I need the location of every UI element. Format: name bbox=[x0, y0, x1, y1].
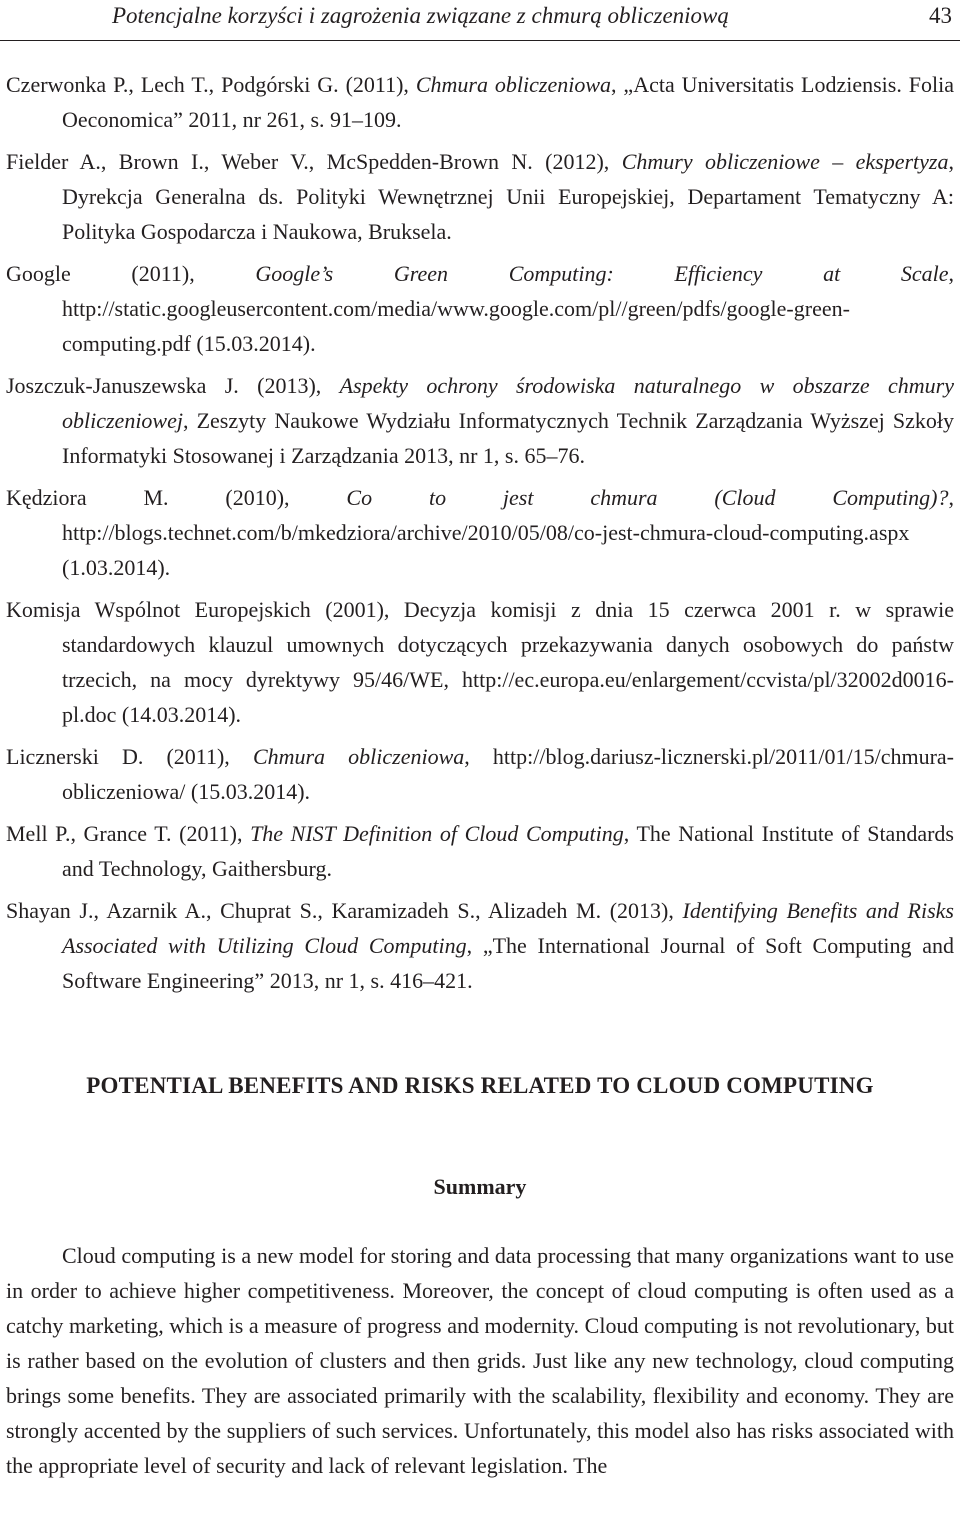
reference-item bbox=[6, 893, 954, 998]
reference-item bbox=[6, 67, 954, 137]
reference-title: Aspekty ochrony środowiska naturalnego w obszarze chmury obliczeniowej bbox=[62, 373, 954, 433]
reference-details: , http://blog.dariusz-licznerski.pl/2011/01/15/chmura-obliczeniowa/ (15.03.2014). bbox=[62, 744, 954, 804]
reference-details: , http://static.googleusercontent.com/media/www.google.com/pl//green/pdfs/google-green-computing.pdf (15.03.2014). bbox=[62, 261, 954, 356]
reference-details: , „The International Journal of Soft Computing and Software Engineering” 2013, nr 1, s. 416–421. bbox=[62, 933, 955, 993]
reference-item bbox=[6, 368, 954, 473]
reference-details: , Zeszyty Naukowe Wydziału Informatycznych Technik Zarządzania Wyższej Szkoły Informatyki Stosowanej i Zarządzania 2013, nr 1, s. 65–76. bbox=[62, 408, 954, 468]
reference-authors: Fielder A., Brown I., Weber V., McSpedden-Brown N. (2012), bbox=[6, 149, 622, 174]
reference-item bbox=[6, 144, 954, 249]
reference-title: Identifying Benefits and Risks Associated with Utilizing Cloud Computing bbox=[62, 898, 954, 958]
reference-authors: Czerwonka P., Lech T., Podgórski G. (2011), bbox=[6, 72, 416, 97]
reference-authors: Kędziora M. (2010), bbox=[6, 485, 347, 510]
summary-paragraph: Cloud computing is a new model for storing and data processing that many organizations want to use in order to achieve higher competitiveness. Moreover, the concept of cloud computing is often used as a catchy marketing, which is a measure of progress and modernity. Cloud computing is not revolutionary, but is rather based on the evolution of clusters and then grids. Just like any new technology, cloud computing brings some benefits. They are associated primarily with the scalability, flexibility and economy. They are strongly accented by the suppliers of such services. Unfortunately, this model also has risks associated with the appropriate level of security and lack of relevant legislation. The bbox=[6, 1243, 954, 1478]
english-title-heading: POTENTIAL BENEFITS AND RISKS RELATED TO CLOUD COMPUTING bbox=[86, 1073, 874, 1098]
running-title: Potencjalne korzyści i zagrożenia związane z chmurą obliczeniową bbox=[112, 3, 729, 28]
reference-item bbox=[6, 592, 954, 732]
reference-item bbox=[6, 739, 954, 809]
reference-details: , The National Institute of Standards and Technology, Gaithersburg. bbox=[62, 821, 954, 881]
reference-authors: Shayan J., Azarnik A., Chuprat S., Karamizadeh S., Alizadeh M. (2013), bbox=[6, 898, 683, 923]
reference-title: Chmura obliczeniowa bbox=[415, 72, 611, 97]
reference-authors: Komisja Wspólnot Europejskich (2001), Decyzja komisji z dnia 15 czerwca 2001 r. w sprawie standardowych klauzul umownych dotyczących przekazywania danych osobowych do państw trzecich, na mocy dyrektywy 95/46/WE, http://ec.europa.eu/enlargement/ccvista/pl/32002d0016-pl.doc (14.03.2014). bbox=[6, 597, 954, 727]
running-header bbox=[0, 0, 960, 41]
page-number: 43 bbox=[929, 3, 952, 28]
reference-title: Co to jest chmura (Cloud Computing)? bbox=[346, 485, 949, 510]
reference-title: The NIST Definition of Cloud Computing bbox=[250, 821, 624, 846]
reference-title: Chmura obliczeniowa bbox=[252, 744, 465, 769]
reference-details: , „Acta Universitatis Lodziensis. Folia Oeconomica” 2011, nr 261, s. 91–109. bbox=[62, 72, 954, 132]
reference-authors: Mell P., Grance T. (2011), bbox=[6, 821, 251, 846]
reference-list bbox=[6, 67, 954, 1005]
reference-details: , http://blogs.technet.com/b/mkedziora/archive/2010/05/08/co-jest-chmura-cloud-computing.aspx (1.03.2014). bbox=[62, 485, 954, 580]
reference-authors: Licznerski D. (2011), bbox=[6, 744, 253, 769]
reference-title: Google’s Green Computing: Efficiency at Scale bbox=[255, 261, 949, 286]
reference-details: , Dyrekcja Generalna ds. Polityki Wewnętrznej Unii Europejskiej, Departament Tematyczny A: Polityka Gospodarcza i Naukowa, Bruksela. bbox=[62, 149, 954, 244]
reference-item bbox=[6, 816, 954, 886]
reference-authors: Google (2011), bbox=[6, 261, 256, 286]
reference-item bbox=[6, 256, 954, 361]
reference-title: Chmury obliczeniowe – ekspertyza bbox=[621, 149, 949, 174]
summary-heading: Summary bbox=[433, 1174, 527, 1199]
reference-authors: Joszczuk-Januszewska J. (2013), bbox=[6, 373, 340, 398]
reference-item bbox=[6, 480, 954, 585]
